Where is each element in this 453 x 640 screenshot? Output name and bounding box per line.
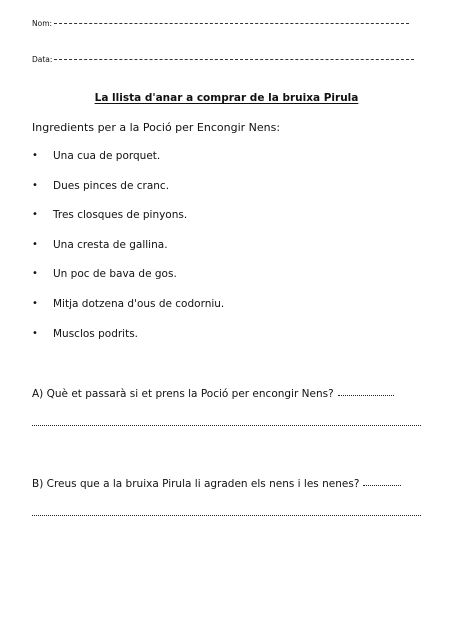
list-item	[32, 268, 224, 298]
name-answer-line[interactable]	[54, 22, 409, 24]
worksheet-title: La llista d'anar a comprar de la bruixa Pirula	[94, 92, 359, 104]
ingredient-text: Una cresta de gallina.	[53, 238, 168, 251]
date-field[interactable]	[32, 55, 414, 64]
ingredients-intro: Ingredients per a la Poció per Encongir Nens:	[32, 121, 281, 134]
date-answer-line[interactable]	[54, 58, 414, 60]
bullet-icon: •	[32, 238, 38, 250]
ingredient-text: Una cua de porquet.	[53, 150, 161, 162]
list-item	[32, 239, 224, 269]
ingredient-text: Tres closques de pinyons.	[53, 209, 188, 222]
bullet-icon: •	[32, 150, 38, 161]
bullet-icon: •	[32, 179, 38, 191]
date-label: Data:	[32, 55, 53, 64]
ingredient-text: Un poc de bava de gos.	[53, 268, 177, 281]
name-label: Nom:	[32, 19, 53, 28]
bullet-icon: •	[32, 268, 38, 280]
question-b-text: B) Creus que a la bruixa Pirula li agraden els nens i les nenes?	[32, 478, 360, 490]
question-b-inline-answer[interactable]	[363, 485, 401, 486]
ingredient-text: Dues pinces de cranc.	[53, 179, 170, 192]
ingredient-text: Mitja dotzena d'ous de codorniu.	[53, 297, 225, 310]
question-b-answer-line[interactable]	[32, 515, 421, 516]
question-a-inline-answer[interactable]	[338, 395, 394, 396]
list-item	[32, 209, 224, 239]
list-item	[32, 180, 224, 210]
bullet-icon: •	[32, 327, 38, 339]
name-field[interactable]	[32, 19, 409, 28]
list-item	[32, 328, 224, 358]
bullet-icon: •	[32, 209, 38, 221]
bullet-icon: •	[32, 297, 38, 309]
ingredient-list	[32, 150, 224, 357]
question-b	[32, 478, 401, 490]
ingredient-text: Musclos podrits.	[53, 327, 139, 340]
list-item	[32, 150, 224, 180]
question-a-answer-line[interactable]	[32, 425, 421, 426]
question-a-text: A) Què et passarà si et prens la Poció per encongir Nens?	[32, 388, 334, 400]
list-item	[32, 298, 224, 328]
question-a	[32, 388, 394, 400]
